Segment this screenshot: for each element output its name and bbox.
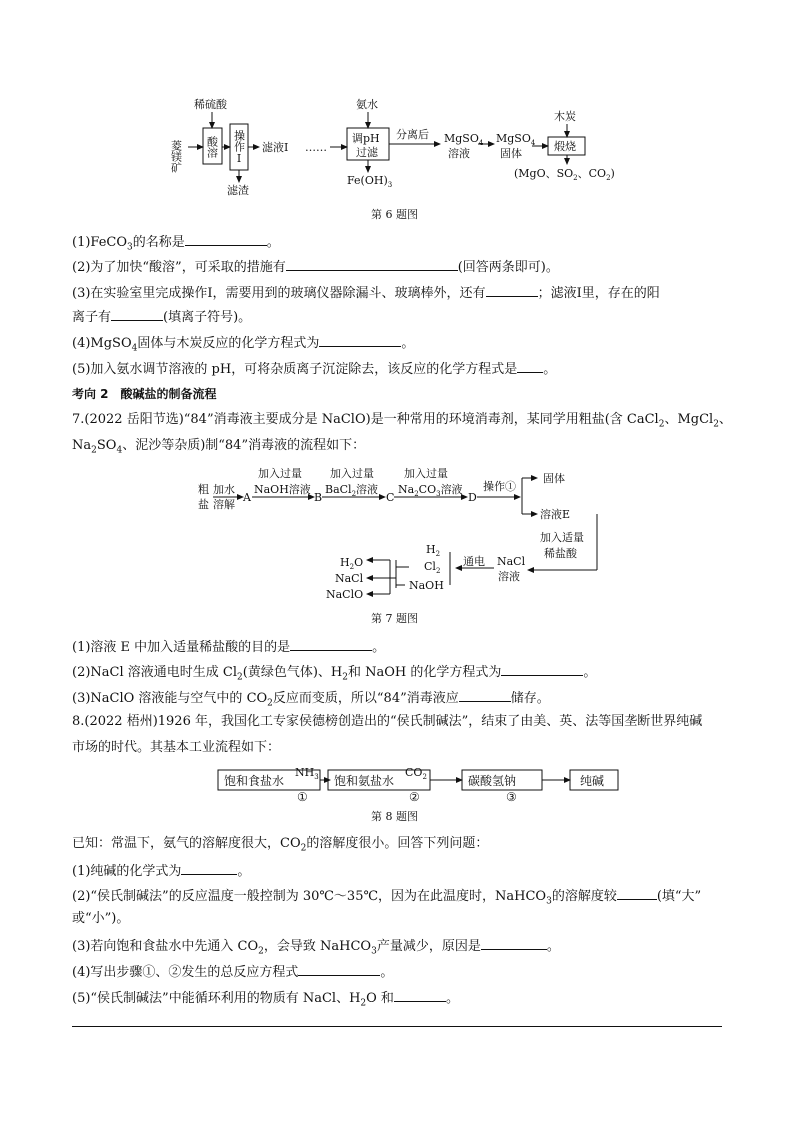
coarse-salt-label-2: 盐 xyxy=(198,498,209,511)
q8-stem-2: 市场的时代。其基本工业流程如下： xyxy=(72,740,281,755)
iron-hydroxide-label: $Fe(OH)_3$ xyxy=(347,174,393,189)
add-proper-label: 加入适量 xyxy=(540,531,584,544)
answer-blank[interactable] xyxy=(517,358,543,373)
step-1-label: ① xyxy=(297,790,308,804)
q6-part-5: (5)加入氨水调节溶液的 pH，可将杂质离子沉淀除去，该反应的化学方程式是 。 xyxy=(72,358,556,380)
solution-E-label: 溶液E xyxy=(540,508,571,521)
answer-blank[interactable] xyxy=(319,332,401,347)
box-sodium-bicarbonate: 碳酸氢钠 xyxy=(468,774,517,788)
co2-label: $CO_2$ xyxy=(405,766,427,781)
operation-1-box: 操作Ⅰ xyxy=(232,130,246,165)
filter-box: 过滤 xyxy=(356,146,378,159)
q8-part-1: (1)纯碱的化学式为 。 xyxy=(72,860,250,882)
na2co3-solution-label: $Na_2CO_3$溶液 xyxy=(398,483,463,498)
figure-7-flowchart xyxy=(198,466,597,601)
add-excess-2: 加入过量 xyxy=(330,467,374,480)
q8-part-4: (4)写出步骤①、②发生的总反应方程式 。 xyxy=(72,961,393,983)
answer-blank[interactable] xyxy=(111,306,163,321)
q7-part-1: (1)溶液 E 中加入适量稀盐酸的目的是 。 xyxy=(72,636,385,658)
charcoal-label: 木炭 xyxy=(554,110,576,123)
node-C: C xyxy=(386,491,395,504)
answer-blank[interactable] xyxy=(481,935,547,950)
q6-part-3: (3)在实验室里完成操作Ⅰ，需要用到的玻璃仪器除漏斗、玻璃棒外，还有 ；滤液Ⅰ里，存在的阳 xyxy=(72,282,660,304)
q7-stem-2: $Na_2SO_4$、泥沙等杂质)制“84”消毒液的流程如下： xyxy=(72,438,366,456)
q6-part-2: (2)为了加快“酸溶”，可采取的措施有 (回答两条即可)。 xyxy=(72,256,559,278)
answer-blank[interactable] xyxy=(486,282,538,297)
cl2-product: $Cl_2$ xyxy=(424,560,441,575)
residue-label: 滤渣 xyxy=(227,184,249,197)
operation-1-label: 操作① xyxy=(483,480,516,493)
mgso4-solution-text: 溶液 xyxy=(448,147,470,160)
figure-8-caption: 第 8 题图 xyxy=(371,810,418,823)
answer-blank[interactable] xyxy=(459,687,511,702)
electrolysis-label: 通电 xyxy=(463,555,485,568)
node-B: B xyxy=(314,491,323,504)
q6-part-4: (4)MgSO$_4$固体与木炭反应的化学方程式为 。 xyxy=(72,332,414,359)
answer-blank[interactable] xyxy=(290,636,372,651)
answer-blank[interactable] xyxy=(501,661,583,676)
box-soda-ash: 纯碱 xyxy=(580,774,605,788)
q7-part-2: (2)NaCl 溶液通电时生成 $Cl_2$(黄绿色气体)、$H_2$和 NaOH 的化学方程式为 。 xyxy=(72,661,596,688)
acid-dissolve-box: 酸溶 xyxy=(205,136,219,158)
figure-6-caption: 第 6 题图 xyxy=(371,208,418,221)
after-separation-label: 分离后 xyxy=(396,128,429,141)
answer-blank[interactable] xyxy=(185,231,267,246)
filtrate-1-label: 滤液Ⅰ xyxy=(262,141,289,154)
step-3-label: ③ xyxy=(506,790,517,804)
q8-stem-1: 8.(2022 梧州)1926 年，我国化工专家侯德榜创造出的“侯氏制碱法”，结束了由美、英、法等国垄断世界纯碱 xyxy=(72,714,703,729)
ore-label: 菱镁矿 xyxy=(169,140,183,173)
q8-known: 已知：常温下，氨气的溶解度很大，$CO_2$的溶解度很小。回答下列问题： xyxy=(72,836,489,854)
products-label: (MgO、$SO_2$、$CO_2$) xyxy=(514,167,615,182)
calcine-box: 煅烧 xyxy=(554,140,576,153)
bacl2-solution-label: BaCl$_2$溶液 xyxy=(325,483,379,498)
naclo-output: NaClO xyxy=(326,588,364,601)
naoh-product: NaOH xyxy=(409,579,444,592)
q7-stem-1: 7.(2022 岳阳节选)“84”消毒液主要成分是 NaClO)是一种常用的环境消毒剂，某同学用粗盐(含 CaCl$_2$、MgCl$_2$、 xyxy=(72,412,732,430)
answer-blank[interactable] xyxy=(394,987,446,1002)
h2-product: $H_2$ xyxy=(426,543,441,558)
acid-input-label: 稀硫酸 xyxy=(194,98,227,111)
mgso4-solution-label: MgSO$_4$ xyxy=(444,132,484,147)
nacl-node: NaCl xyxy=(497,555,526,568)
nacl-solution-node: 溶液 xyxy=(498,570,520,583)
step-2-label: ② xyxy=(409,790,420,804)
add-excess-1: 加入过量 xyxy=(258,467,302,480)
coarse-salt-label-1: 粗 xyxy=(198,483,209,496)
add-excess-3: 加入过量 xyxy=(404,467,448,480)
answer-blank[interactable] xyxy=(298,961,380,976)
node-A: A xyxy=(243,491,251,504)
box-saturated-brine: 饱和食盐水 xyxy=(224,774,285,788)
ammonia-label: 氨水 xyxy=(356,98,378,111)
q6-part-1: (1)FeCO$_3$的名称是 。 xyxy=(72,231,280,258)
q7-part-3: (3)NaClO 溶液能与空气中的 $CO_2$反应而变质，所以“84”消毒液应 储存。 xyxy=(72,687,550,714)
solid-label: 固体 xyxy=(543,472,565,485)
add-water-label: 加水 xyxy=(213,483,235,496)
q8-part-2b: 或“小”)。 xyxy=(72,911,130,926)
section-heading: 考向 2 酸碱盐的制备流程 xyxy=(72,387,217,401)
ellipsis: …… xyxy=(305,141,327,154)
bottom-rule xyxy=(72,1026,722,1027)
dissolve-label: 溶解 xyxy=(213,498,235,511)
box-ammoniated-brine: 饱和氨盐水 xyxy=(334,774,395,788)
node-D: D xyxy=(468,491,477,504)
nh3-label: $NH_3$ xyxy=(295,766,319,781)
h2o-output: $H_2O$ xyxy=(340,556,364,571)
answer-blank[interactable] xyxy=(617,885,657,900)
figure-8-flowchart xyxy=(218,766,618,804)
mgso4-solid-label: MgSO$_4$ xyxy=(496,132,536,147)
naoh-solution-label: NaOH溶液 xyxy=(254,483,311,496)
figure-7-caption: 第 7 题图 xyxy=(371,612,418,625)
dilute-hcl-label: 稀盐酸 xyxy=(544,547,577,560)
answer-blank[interactable] xyxy=(181,860,237,875)
q8-part-2: (2)“侯氏制碱法”的反应温度一般控制为 30℃～35℃，因为在此温度时，NaHCO$_3$的溶解度较 (填“大” xyxy=(72,885,701,912)
mgso4-solid-text: 固体 xyxy=(500,147,522,160)
q8-part-3: (3)若向饱和食盐水中先通入 $CO_2$，会导致 NaHCO$_3$产量减少，原因是 。 xyxy=(72,935,560,962)
q6-part-3b: 离子有 (填离子符号)。 xyxy=(72,306,251,328)
nacl-output: NaCl xyxy=(335,572,364,585)
answer-blank[interactable] xyxy=(286,256,458,271)
q8-part-5: (5)“侯氏制碱法”中能循环利用的物质有 NaCl、$H_2O$ 和 。 xyxy=(72,987,459,1014)
adjust-ph-box: 调pH xyxy=(352,132,380,145)
